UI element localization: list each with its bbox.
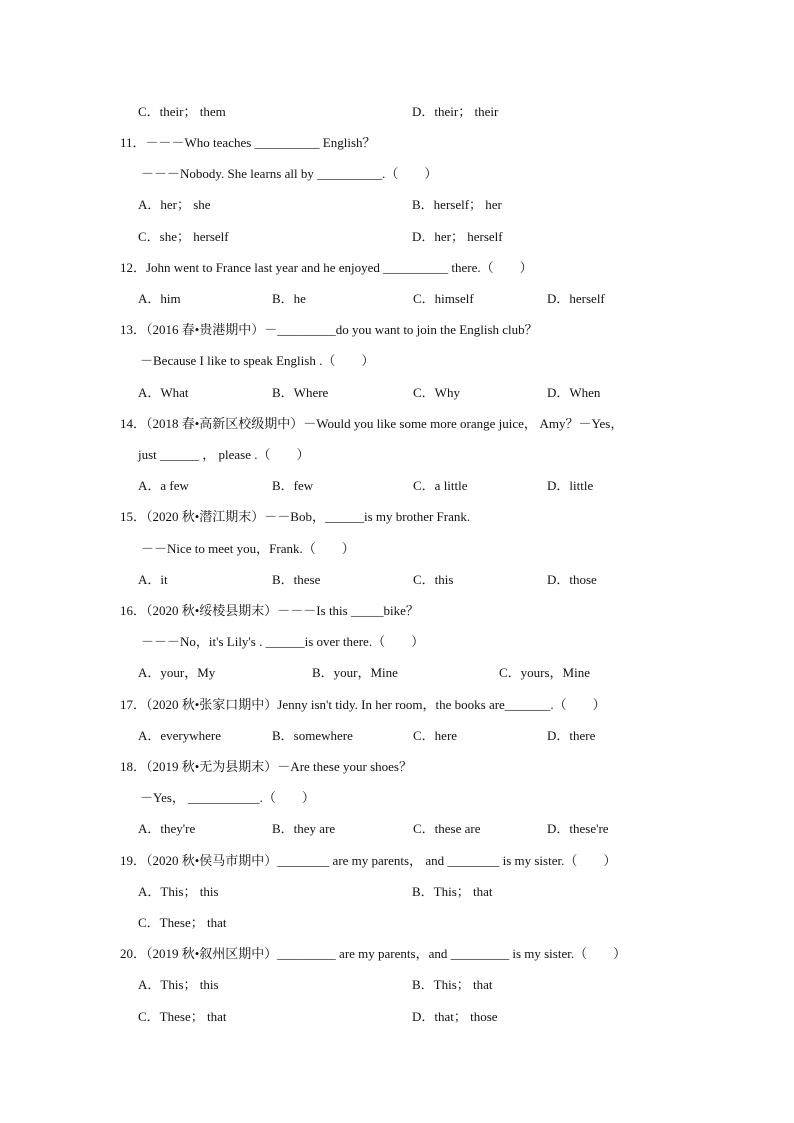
- q14-stem-2: just ______ ， please .（ ）: [138, 447, 310, 462]
- q17-option-d: D．there: [547, 728, 596, 743]
- q16-option-c: C．yours，Mine: [499, 665, 591, 680]
- q20-option-a: A．This； this: [138, 977, 219, 992]
- q14-option-a: A．a few: [138, 478, 189, 493]
- q19-stem: 19．（2020 秋•侯马市期中）________ are my parents， and ________ is my sister.（ ）: [120, 853, 617, 868]
- q14-option-b: B．few: [272, 478, 314, 493]
- q11-stem: 11．－－－Who teaches __________ English？: [120, 135, 376, 150]
- q11-option-b: B．herself； her: [412, 197, 502, 212]
- q11-option-d: D．her； herself: [412, 229, 503, 244]
- q13-option-b: B．Where: [272, 385, 329, 400]
- q14-stem: 14．（2018 春•高新区校级期中）－Would you like some more orange juice， Amy？－Yes，: [120, 416, 624, 431]
- q17-stem: 17．（2020 秋•张家口期中）Jenny isn't tidy. In her room，the books are_______.（ ）: [120, 697, 606, 712]
- q15-stem-2: －－Nice to meet you，Frank.（ ）: [141, 541, 355, 556]
- q16-option-b: B．your，Mine: [312, 665, 398, 680]
- q17-option-b: B．somewhere: [272, 728, 353, 743]
- q15-option-c: C．this: [413, 572, 454, 587]
- q14-option-d: D．little: [547, 478, 594, 493]
- q11-stem-2: －－－Nobody. She learns all by __________.（ ）: [141, 166, 438, 181]
- q14-option-c: C．a little: [413, 478, 468, 493]
- q16-option-a: A．your，My: [138, 665, 216, 680]
- q13-option-a: A．What: [138, 385, 189, 400]
- q12-option-d: D．herself: [547, 291, 605, 306]
- q15-option-a: A．it: [138, 572, 168, 587]
- q13-stem: 13．（2016 春•贵港期中）－_________do you want to join the English club？: [120, 322, 538, 337]
- q12-option-b: B．he: [272, 291, 306, 306]
- q15-option-b: B．these: [272, 572, 321, 587]
- q18-option-d: D．these're: [547, 821, 609, 836]
- q19-option-b: B．This； that: [412, 884, 493, 899]
- q20-stem: 20．（2019 秋•叙州区期中）_________ are my parents，and _________ is my sister.（ ）: [120, 946, 627, 961]
- q19-option-c: C．These； that: [138, 915, 227, 930]
- q19-option-a: A．This； this: [138, 884, 219, 899]
- q16-stem-2: －－－No，it's Lily's . ______is over there.（ ）: [141, 634, 425, 649]
- q20-option-c: C．These； that: [138, 1009, 227, 1024]
- q10-option-c: C．their； them: [138, 104, 226, 119]
- q10-option-d: D．their； their: [412, 104, 499, 119]
- q12-stem: 12．John went to France last year and he enjoyed __________ there.（ ）: [120, 260, 533, 275]
- q18-stem-2: －Yes， ___________.（ ）: [140, 790, 315, 805]
- q13-stem-2: －Because I like to speak English .（ ）: [140, 353, 375, 368]
- q11-option-c: C．she； herself: [138, 229, 229, 244]
- q18-option-c: C．these are: [413, 821, 481, 836]
- q17-option-c: C．here: [413, 728, 458, 743]
- q13-option-d: D．When: [547, 385, 601, 400]
- q17-option-a: A．everywhere: [138, 728, 222, 743]
- q18-option-b: B．they are: [272, 821, 336, 836]
- q18-stem: 18．（2019 秋•无为县期末）－Are these your shoes？: [120, 759, 412, 774]
- q16-stem: 16．（2020 秋•绥棱县期末）－－－Is this _____bike？: [120, 603, 419, 618]
- q15-option-d: D．those: [547, 572, 597, 587]
- q13-option-c: C．Why: [413, 385, 460, 400]
- q12-option-a: A．him: [138, 291, 181, 306]
- q12-option-c: C．himself: [413, 291, 474, 306]
- q18-option-a: A．they're: [138, 821, 196, 836]
- q20-option-d: D．that； those: [412, 1009, 498, 1024]
- q15-stem: 15．（2020 秋•潜江期末）－－Bob，______is my brother Frank.: [120, 509, 471, 524]
- q11-option-a: A．her； she: [138, 197, 211, 212]
- q20-option-b: B．This； that: [412, 977, 493, 992]
